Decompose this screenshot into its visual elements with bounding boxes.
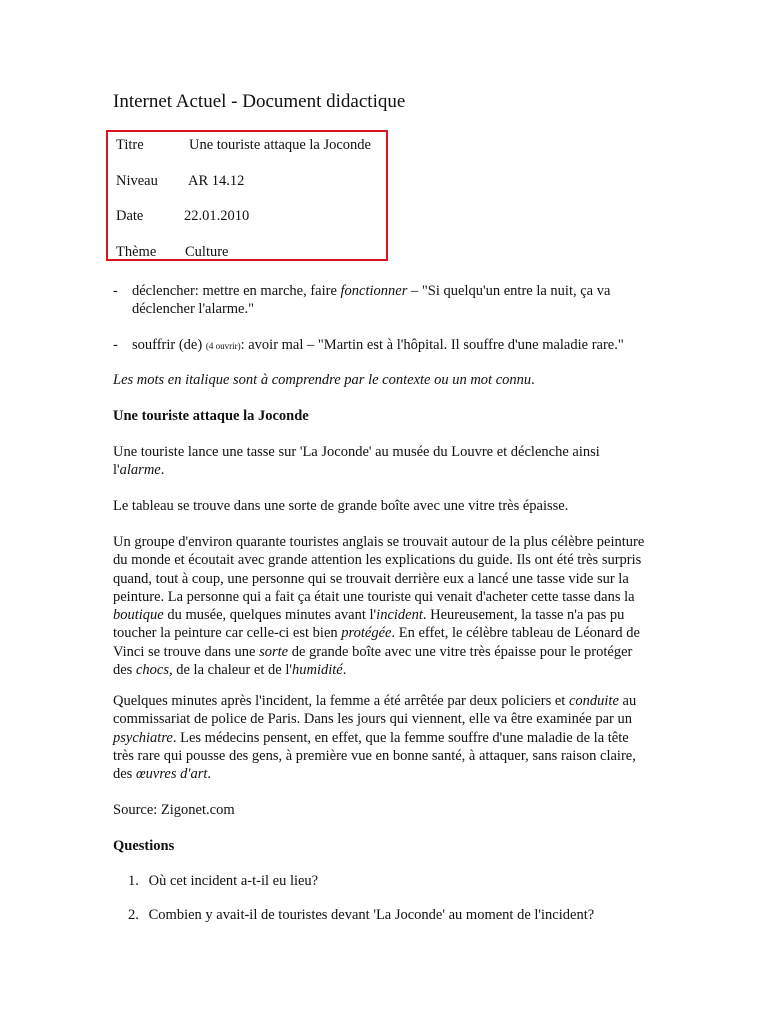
- italic-word: alarme: [119, 462, 161, 479]
- article-title: Une touriste attaque la Joconde: [113, 408, 309, 424]
- vocab-text: [132, 336, 673, 355]
- paragraph-2: Le tableau se trouve dans une sorte de grande boîte avec une vitre très épaisse.: [113, 498, 569, 514]
- text: . En effet, le célèbre tableau de Léonard de Vinci se trouve dans une: [113, 625, 640, 660]
- text: Une touriste lance une tasse sur 'La Joconde' au musée du Louvre et déclenche ainsi l': [113, 444, 600, 479]
- vocab-word: souffrir (de): [132, 337, 203, 353]
- italic-word: humidité: [291, 662, 343, 679]
- text: Un groupe d'environ quarante touristes anglais se trouvait autour de la plus célèbre peinture du monde et écoutait avec grande attention les explications du guide. Ils ont été très surpris quand, tout à coup, une personne qui se trouvait derrière eux a lancé une tasse vide sur la peinture. La personne qui a fait ça était une touriste qui venait d'acheter cette tasse dans la: [113, 534, 645, 605]
- vocab-def-italic: fonctionner: [340, 283, 408, 299]
- text: .: [342, 662, 347, 679]
- paragraph-3: [113, 533, 653, 679]
- meta-value-titre: Une touriste attaque la Joconde: [189, 137, 371, 153]
- italic-note: [113, 371, 653, 389]
- italic-word: conduite: [568, 693, 619, 709]
- source-line: Source: Zigonet.com: [113, 802, 235, 818]
- meta-label-theme: Thème: [116, 244, 157, 260]
- italic-word: protégée: [341, 625, 392, 642]
- vocab-dash: -: [113, 337, 118, 353]
- vocab-example: : avoir mal – "Martin est à l'hôpital. Il souffre d'une maladie rare.": [240, 337, 624, 353]
- question-number: 1.: [128, 873, 139, 889]
- meta-label-titre: Titre: [116, 137, 144, 153]
- italic-word: chocs,: [135, 662, 173, 679]
- text: Quelques minutes après l'incident, la femme a été arrêtée par deux policiers et: [113, 693, 569, 709]
- text: . Les médecins pensent, en effet, que la femme souffre d'une maladie de la tête très rare qui pousse des gens, à première vue en bonne santé, à attaquer, sans raison claire, des: [113, 729, 636, 783]
- meta-value-date: 22.01.2010: [184, 208, 250, 224]
- metadata-box: [106, 130, 388, 261]
- text: au commissariat de police de Paris. Dans les jours qui viennent, elle va être examinée par un: [113, 693, 637, 728]
- vocab-example: – "Si quelqu'un entre la nuit, ça va déclencher l'alarme.": [132, 283, 611, 317]
- italic-note-text: Les mots en italique sont à comprendre par le contexte ou un mot connu: [113, 372, 532, 388]
- text: du musée, quelques minutes avant l': [163, 607, 377, 624]
- text: .: [160, 462, 165, 479]
- document-title: Internet Actuel - Document didactique: [113, 91, 406, 112]
- meta-label-niveau: Niveau: [116, 173, 158, 189]
- vocab-word: déclencher: [132, 283, 195, 299]
- italic-word: boutique: [113, 607, 164, 624]
- question-item: [128, 873, 318, 890]
- italic-word: œuvres d'art: [135, 766, 208, 783]
- vocab-note: (4 ouvrir): [205, 341, 241, 351]
- questions-title: Questions: [113, 838, 175, 854]
- question-text: Combien y avait-il de touristes devant 'La Joconde' au moment de l'incident?: [148, 907, 595, 923]
- meta-value-theme: Culture: [185, 244, 229, 260]
- meta-label-date: Date: [116, 208, 144, 224]
- italic-note-end: .: [531, 372, 535, 388]
- vocab-item: [113, 282, 673, 318]
- question-item: [128, 907, 594, 924]
- vocab-item: [113, 336, 673, 355]
- text: . Heureusement, la tasse n'a pas pu toucher la peinture car celle-ci est bien: [113, 607, 625, 642]
- text: de grande boîte avec une vitre très épaisse pour le protéger des: [113, 643, 633, 679]
- question-text: Où cet incident a-t-il eu lieu?: [148, 873, 319, 889]
- vocab-dash: -: [113, 283, 118, 299]
- paragraph-4: [113, 692, 653, 783]
- italic-word: sorte: [259, 643, 289, 660]
- italic-word: psychiatre: [113, 729, 173, 746]
- italic-word: incident: [376, 607, 423, 624]
- vocab-text: [132, 282, 673, 318]
- question-number: 2.: [128, 907, 139, 923]
- paragraph-1: [113, 443, 653, 480]
- meta-value-niveau: AR 14.12: [188, 173, 245, 189]
- vocab-def: : mettre en marche, faire: [194, 283, 341, 299]
- text: de la chaleur et de l': [172, 662, 292, 679]
- text: .: [207, 766, 212, 783]
